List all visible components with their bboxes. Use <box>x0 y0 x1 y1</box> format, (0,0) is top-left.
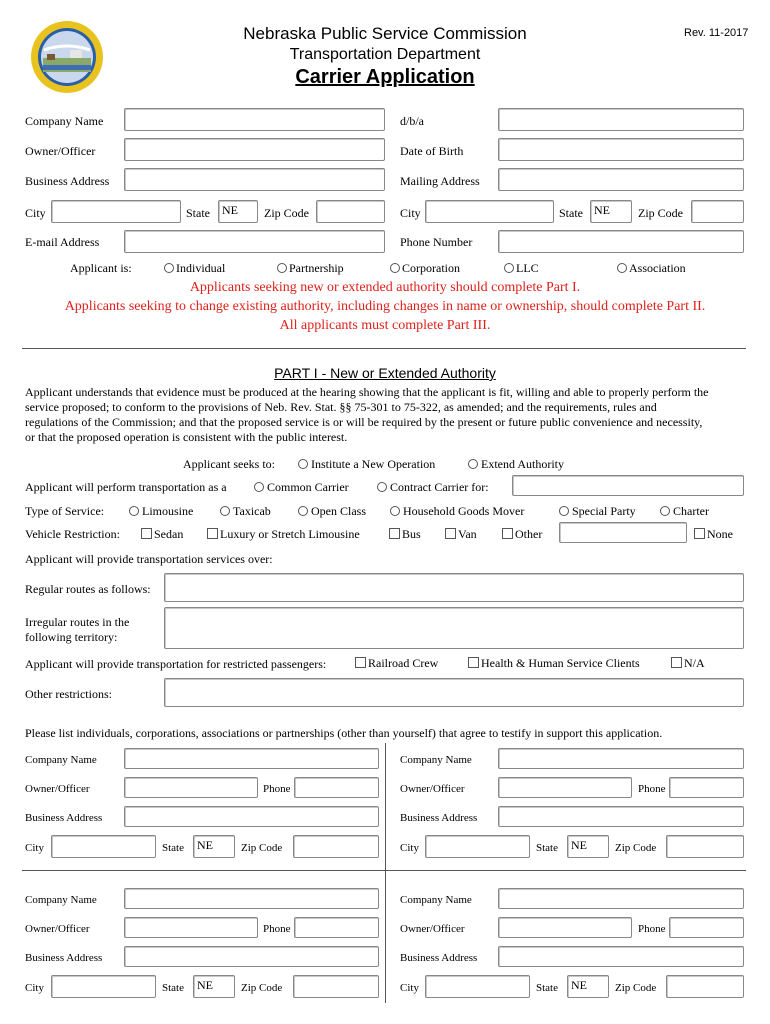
w1-state-input[interactable]: NE <box>193 835 235 858</box>
witness-divider-vertical <box>385 743 386 1003</box>
service-limousine-label: Limousine <box>142 504 194 518</box>
w1-owner-label: Owner/Officer <box>25 783 90 795</box>
radio-extend[interactable] <box>468 459 478 469</box>
dba-label: d/b/a <box>400 114 424 128</box>
radio-open-class[interactable] <box>298 506 308 516</box>
email-label: E-mail Address <box>25 235 100 249</box>
w2-company-input[interactable] <box>498 748 744 769</box>
page-title: Carrier Application <box>295 66 475 88</box>
restricted-health-label: Health & Human Service Clients <box>481 656 640 670</box>
w3-address-label: Business Address <box>25 952 103 964</box>
w2-owner-label: Owner/Officer <box>400 783 465 795</box>
w4-zip-input[interactable] <box>666 975 744 998</box>
perform-as-label: Applicant will perform transportation as a <box>25 480 227 494</box>
w4-zip-label: Zip Code <box>615 982 657 994</box>
w4-state-label: State <box>536 982 558 994</box>
zip-label: Zip Code <box>264 206 309 220</box>
w3-address-input[interactable] <box>124 946 379 967</box>
w3-company-input[interactable] <box>124 888 379 909</box>
email-input[interactable] <box>124 230 385 253</box>
provide-over-label: Applicant will provide transportation services over: <box>25 552 273 566</box>
irregular-routes-label-1: Irregular routes in the <box>25 615 130 629</box>
notice-line-2: Applicants seeking to change existing authority, including changes in name or ownership, should complete Part II. <box>64 299 706 314</box>
restricted-passengers-label: Applicant will provide transportation for restricted passengers: <box>25 657 327 671</box>
w2-state-input[interactable]: NE <box>567 835 609 858</box>
w3-city-label: City <box>25 982 44 994</box>
radio-common-carrier[interactable] <box>254 482 264 492</box>
w3-state-input[interactable]: NE <box>193 975 235 998</box>
vehicle-van-label: Van <box>458 527 477 541</box>
w1-city-label: City <box>25 842 44 854</box>
vehicle-other-label: Other <box>515 527 543 541</box>
radio-partnership[interactable] <box>277 263 287 273</box>
mailing-zip-label: Zip Code <box>638 206 683 220</box>
zip-input[interactable] <box>316 200 385 223</box>
w2-city-input[interactable] <box>425 835 530 858</box>
mailing-zip-input[interactable] <box>691 200 744 223</box>
service-charter-label: Charter <box>673 504 709 518</box>
w2-phone-label: Phone <box>638 783 666 795</box>
service-special-party-label: Special Party <box>572 504 636 518</box>
institute-label: Institute a New Operation <box>311 457 436 471</box>
vehicle-bus-label: Bus <box>402 527 421 541</box>
mailing-state-label: State <box>559 206 583 220</box>
part1-para-line-4: or that the proposed operation is consistent with the public interest. <box>25 430 348 444</box>
w1-zip-input[interactable] <box>293 835 379 858</box>
w4-state-input[interactable]: NE <box>567 975 609 998</box>
radio-institute[interactable] <box>298 459 308 469</box>
service-taxicab-label: Taxicab <box>233 504 271 518</box>
w2-address-input[interactable] <box>498 806 744 827</box>
radio-taxicab[interactable] <box>220 506 230 516</box>
w3-owner-input[interactable] <box>124 917 258 938</box>
checkbox-luxury-limousine[interactable] <box>207 528 218 539</box>
vehicle-luxury-label: Luxury or Stretch Limousine <box>220 527 360 541</box>
type-llc-label: LLC <box>516 261 539 275</box>
mailing-address-input[interactable] <box>498 168 744 191</box>
radio-association[interactable] <box>617 263 627 273</box>
w4-phone-input[interactable] <box>669 917 744 938</box>
vehicle-sedan-label: Sedan <box>154 527 184 541</box>
applicant-is-label: Applicant is: <box>70 261 132 275</box>
radio-corporation[interactable] <box>390 263 400 273</box>
w2-company-label: Company Name <box>400 754 472 766</box>
company-name-label: Company Name <box>25 114 104 128</box>
notice-line-3: All applicants must complete Part III. <box>279 318 491 333</box>
testify-instructions: Please list individuals, corporations, associations or partnerships (other than yourself) that agree to testify in support this application. <box>25 726 663 740</box>
regular-routes-input[interactable] <box>164 573 744 602</box>
w1-state-label: State <box>162 842 184 854</box>
checkbox-none[interactable] <box>694 528 705 539</box>
contract-carrier-label: Contract Carrier for: <box>390 480 489 494</box>
w3-zip-label: Zip Code <box>241 982 283 994</box>
dob-input[interactable] <box>498 138 744 161</box>
restricted-railroad-label: Railroad Crew <box>368 656 439 670</box>
radio-special-party[interactable] <box>559 506 569 516</box>
service-household-goods-label: Household Goods Mover <box>403 504 525 518</box>
radio-charter[interactable] <box>660 506 670 516</box>
mailing-address-label: Mailing Address <box>400 174 480 188</box>
other-restrictions-label: Other restrictions: <box>25 687 112 701</box>
w2-zip-label: Zip Code <box>615 842 657 854</box>
w2-owner-input[interactable] <box>498 777 632 798</box>
dba-input[interactable] <box>498 108 744 131</box>
w4-owner-input[interactable] <box>498 917 632 938</box>
vehicle-other-input[interactable] <box>559 522 687 543</box>
w2-address-label: Business Address <box>400 812 478 824</box>
radio-contract-carrier[interactable] <box>377 482 387 492</box>
irregular-routes-label-2: following territory: <box>25 630 118 644</box>
phone-number-input[interactable] <box>498 230 744 253</box>
city-input[interactable] <box>51 200 181 223</box>
dob-label: Date of Birth <box>400 144 464 158</box>
business-address-label: Business Address <box>25 174 110 188</box>
city-label: City <box>25 206 46 220</box>
checkbox-bus[interactable] <box>389 528 400 539</box>
checkbox-health-human-service[interactable] <box>468 657 479 668</box>
vehicle-restriction-label: Vehicle Restriction: <box>25 527 120 541</box>
mailing-state-input[interactable]: NE <box>590 200 632 223</box>
owner-label: Owner/Officer <box>25 144 96 158</box>
w4-owner-label: Owner/Officer <box>400 923 465 935</box>
w1-phone-input[interactable] <box>294 777 379 798</box>
w2-phone-input[interactable] <box>669 777 744 798</box>
w1-company-label: Company Name <box>25 754 97 766</box>
notice-line-1: Applicants seeking new or extended authority should complete Part I. <box>189 280 581 295</box>
w2-zip-input[interactable] <box>666 835 744 858</box>
radio-llc[interactable] <box>504 263 514 273</box>
w1-address-input[interactable] <box>124 806 379 827</box>
w1-owner-input[interactable] <box>124 777 258 798</box>
radio-household-goods[interactable] <box>390 506 400 516</box>
dept-name: Transportation Department <box>289 46 481 63</box>
w4-company-input[interactable] <box>498 888 744 909</box>
regular-routes-label: Regular routes as follows: <box>25 582 151 596</box>
w1-address-label: Business Address <box>25 812 103 824</box>
w1-phone-label: Phone <box>263 783 291 795</box>
part1-para-line-2: service proposed; to conform to the provisions of Neb. Rev. Stat. §§ 75-301 to 75-322, as amended; and the requirements, rules and <box>25 400 657 414</box>
checkbox-sedan[interactable] <box>141 528 152 539</box>
w4-city-label: City <box>400 982 419 994</box>
state-label: State <box>186 206 210 220</box>
state-input[interactable]: NE <box>218 200 258 223</box>
w1-company-input[interactable] <box>124 748 379 769</box>
witness-divider-horizontal <box>22 870 746 871</box>
w4-address-input[interactable] <box>498 946 744 967</box>
type-association-label: Association <box>629 261 686 275</box>
phone-number-label: Phone Number <box>400 235 473 249</box>
w1-city-input[interactable] <box>51 835 156 858</box>
checkbox-van[interactable] <box>445 528 456 539</box>
w3-phone-label: Phone <box>263 923 291 935</box>
checkbox-na[interactable] <box>671 657 682 668</box>
w4-address-label: Business Address <box>400 952 478 964</box>
radio-individual[interactable] <box>164 263 174 273</box>
owner-input[interactable] <box>124 138 385 161</box>
w3-company-label: Company Name <box>25 894 97 906</box>
mailing-city-input[interactable] <box>425 200 554 223</box>
w1-zip-label: Zip Code <box>241 842 283 854</box>
w3-phone-input[interactable] <box>294 917 379 938</box>
restricted-na-label: N/A <box>684 656 705 670</box>
part1-heading: PART I - New or Extended Authority <box>274 365 496 381</box>
service-open-class-label: Open Class <box>311 504 366 518</box>
extend-label: Extend Authority <box>481 457 564 471</box>
w2-city-label: City <box>400 842 419 854</box>
seeks-to-label: Applicant seeks to: <box>183 457 275 471</box>
org-name: Nebraska Public Service Commission <box>243 24 527 43</box>
w2-state-label: State <box>536 842 558 854</box>
radio-limousine[interactable] <box>129 506 139 516</box>
other-restrictions-input[interactable] <box>164 678 744 707</box>
business-address-input[interactable] <box>124 168 385 191</box>
contract-carrier-input[interactable] <box>512 475 744 496</box>
revision: Rev. 11-2017 <box>684 27 749 39</box>
divider <box>22 348 746 349</box>
w4-city-input[interactable] <box>425 975 530 998</box>
type-corporation-label: Corporation <box>402 261 460 275</box>
w4-company-label: Company Name <box>400 894 472 906</box>
part1-para-line-3: regulations of the Commission; and that the proposed service is or will be required by the present or future public convenience and necessity, <box>25 415 703 429</box>
vehicle-none-label: None <box>707 527 733 541</box>
type-individual-label: Individual <box>176 261 226 275</box>
type-of-service-label: Type of Service: <box>25 504 105 518</box>
irregular-routes-input[interactable] <box>164 607 744 649</box>
w3-owner-label: Owner/Officer <box>25 923 90 935</box>
w4-phone-label: Phone <box>638 923 666 935</box>
part1-para-line-1: Applicant understands that evidence must be produced at the hearing showing that the applicant is fit, willing and able to properly perform the <box>25 385 709 399</box>
company-name-input[interactable] <box>124 108 385 131</box>
mailing-city-label: City <box>400 206 421 220</box>
common-carrier-label: Common Carrier <box>267 480 349 494</box>
w3-city-input[interactable] <box>51 975 156 998</box>
checkbox-other[interactable] <box>502 528 513 539</box>
type-partnership-label: Partnership <box>289 261 344 275</box>
w3-zip-input[interactable] <box>293 975 379 998</box>
checkbox-railroad-crew[interactable] <box>355 657 366 668</box>
w3-state-label: State <box>162 982 184 994</box>
